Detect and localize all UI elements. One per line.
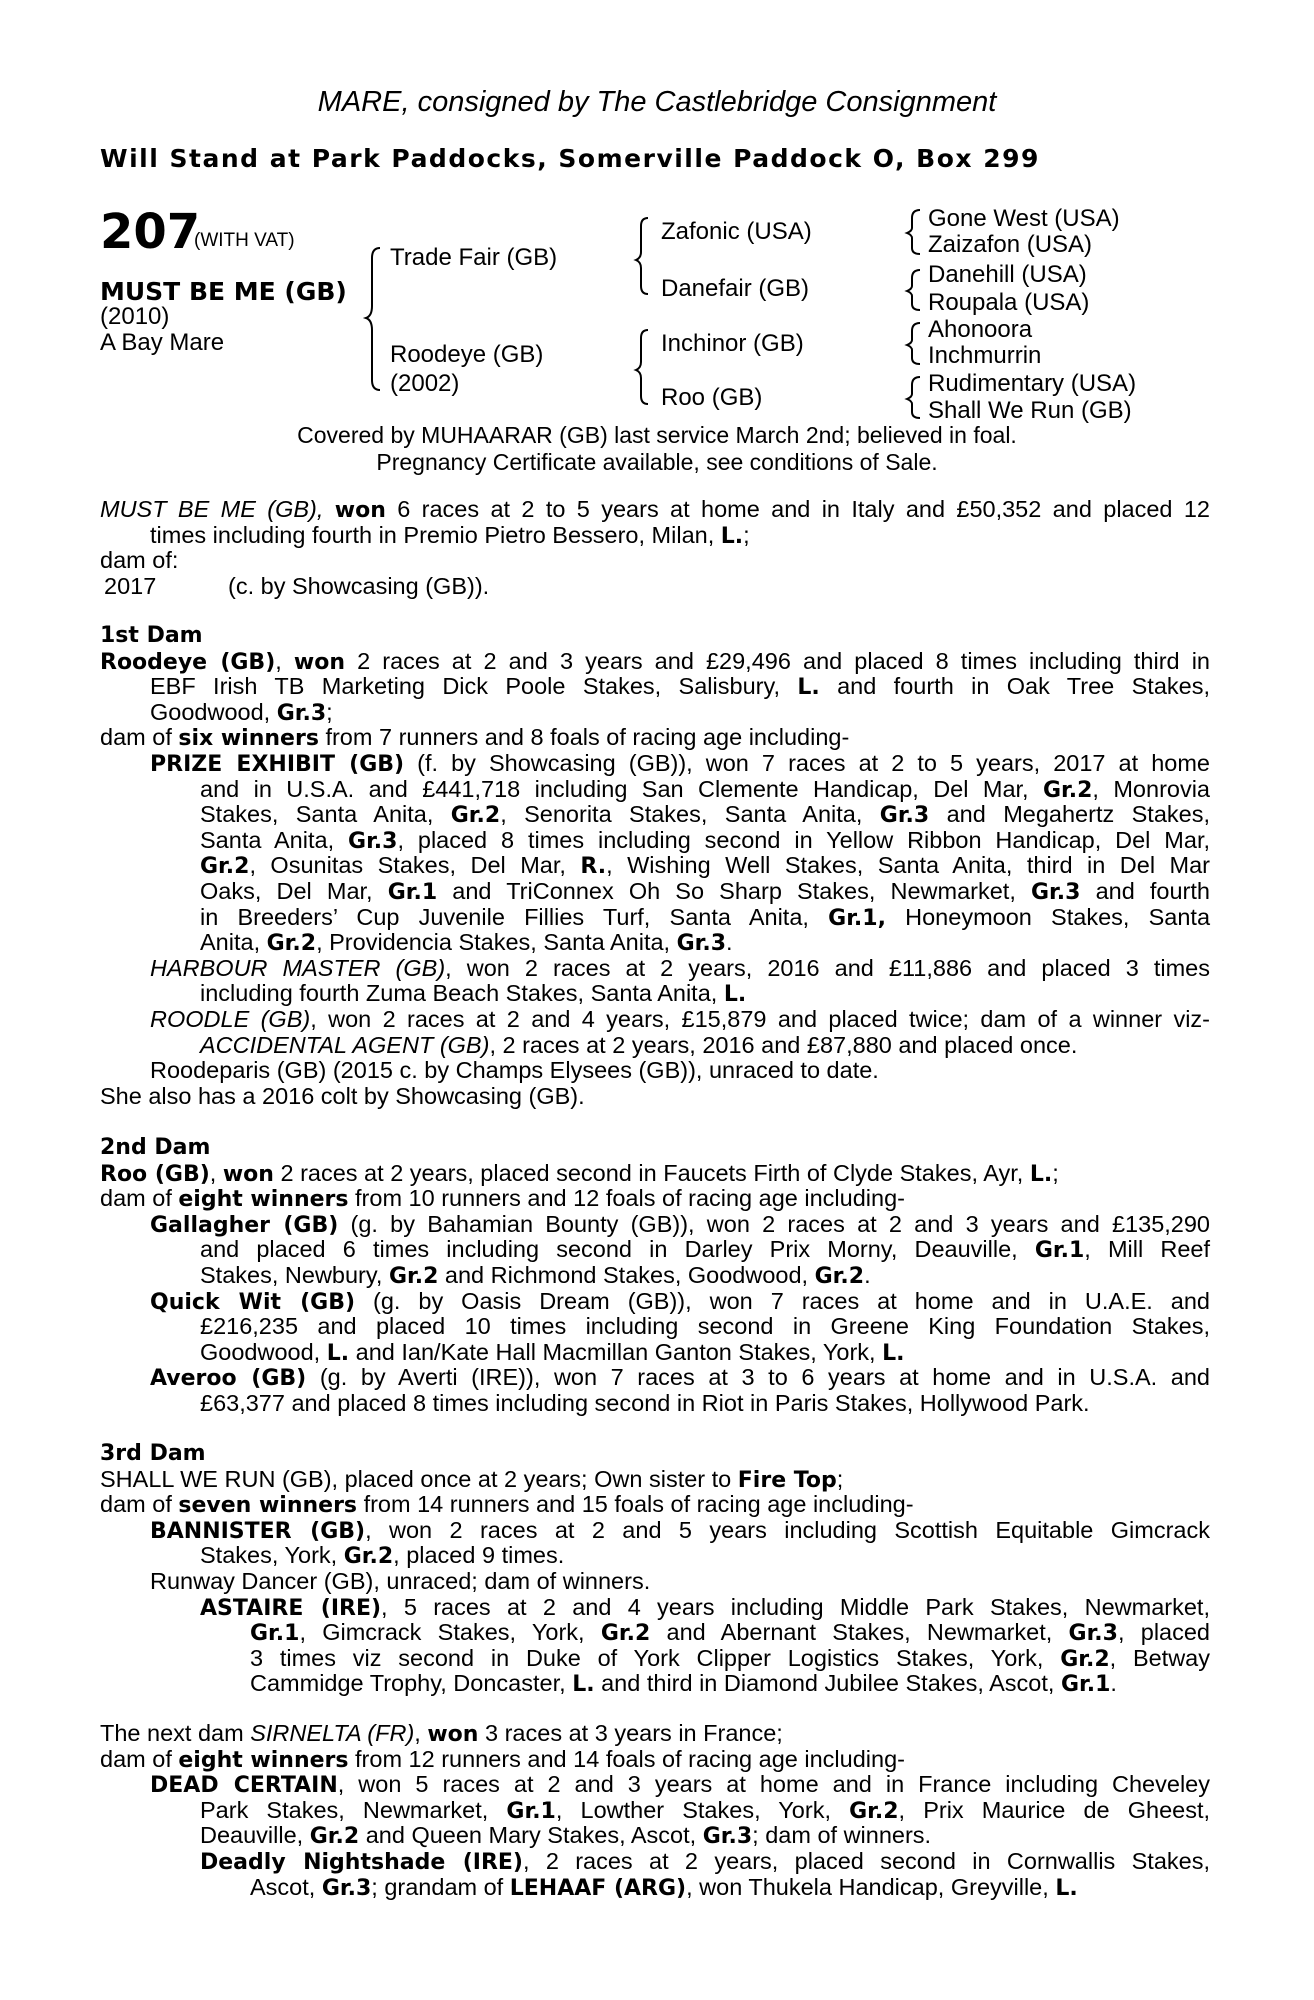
text-run: , won 2 races at 2 and 5 years including Scottish Equitable Gimcrack [365,1516,1210,1543]
text-run: The next dam [100,1720,244,1746]
text-run: Gr.2 [343,1544,394,1570]
text-run: ; grandam of [371,1873,504,1900]
pedigree-dam-year: (2002) [390,370,460,397]
text-line [100,1492,1210,1518]
text-line [200,802,1210,828]
text-run: ; [326,698,333,725]
text-run: and Richmond Stakes, Goodwood, [444,1261,809,1288]
text-run: seven winners [178,1493,358,1519]
text-run: , [414,1720,421,1746]
text-run: (g. by Bahamian Bounty (GB)), won 2 races at 2 and 3 years and £135,290 [350,1210,1210,1237]
text-line [150,1289,1210,1315]
text-run: in Breeders’ Cup Juvenile Fillies Turf, Santa Anita, [200,903,809,930]
text-run: , [209,1159,217,1186]
text-run: eight winners [178,1187,349,1213]
third-dam-block [100,1441,1210,1697]
text-run: and Abernant Stakes, Newmarket, [666,1619,1053,1646]
text-line [100,1340,1210,1366]
text-run: , Monrovia [1092,775,1211,802]
text-run: Gr.1 [387,879,438,905]
pedigree-dam-sire: Inchinor (GB) [661,330,804,357]
covered-note [0,422,1314,476]
text-run: and Queen Mary Stakes, Ascot, [365,1822,697,1849]
text-run: and fourth [1095,877,1210,904]
text-run: Goodwood, [200,1338,321,1365]
text-line [150,1365,1210,1391]
text-run: and Megahertz Stakes, [946,801,1210,828]
text-run: MUST BE ME (GB), [100,496,324,522]
text-line [150,751,1210,777]
text-run: (c. by Showcasing (GB)). [228,572,490,599]
text-line [100,1543,1210,1569]
text-run: L. [720,523,744,549]
text-line [200,1237,1210,1263]
text-run: 6 races at 2 to 5 years at home and in Italy and £50,352 and placed 12 [397,496,1210,522]
text-run: L. [797,675,820,701]
text-run: Gallagher (GB) [150,1212,339,1238]
second-dam-heading: 2nd Dam [100,1135,211,1160]
text-run: (g. by Oasis Dream (GB)), won 7 races at home and in U.A.E. and [373,1287,1210,1314]
pedigree-sd-dam: Roupala (USA) [928,289,1090,316]
consignor-line: MARE, consigned by The Castlebridge Consignment [317,86,997,118]
text-run: dam of [100,1491,172,1518]
text-run: six winners [178,726,319,752]
text-line [200,1798,1210,1824]
text-run: Santa Anita, [200,826,335,853]
covered-line: Covered by MUHAARAR (GB) last service March 2nd; believed in foal. [297,422,1017,448]
text-run: Fire Top [737,1467,837,1493]
text-run: 2 races at 2 and 3 years and £29,496 and placed 8 times including third in [357,647,1210,674]
text-run: , Mill Reef [1084,1236,1210,1263]
text-run: , 2 races at 2 years, 2016 and £87,880 and placed once. [489,1031,1078,1058]
stand-location: Will Stand at Park Paddocks, Somerville Paddock O, Box 299 [100,144,1040,173]
text-line [100,1747,1210,1773]
text-run: , Osunitas Stakes, Del Mar, [249,852,566,879]
text-line [100,649,1210,675]
text-run: SHALL WE RUN (GB), placed once at 2 years; Own sister to [100,1465,732,1492]
text-run: , Wishing Well Stakes, Santa Anita, third in Del Mar [606,852,1210,879]
text-run: PRIZE EXHIBIT (GB) [150,751,405,777]
text-run: L. [1029,1161,1053,1187]
text-line [100,1033,1210,1059]
text-run: Gr.2 [1042,777,1093,803]
text-run: , won 2 races at 2 and 4 years, £15,879 and placed twice; dam of a winner viz- [310,1005,1210,1032]
text-line [200,777,1210,803]
text-run: Gr.2 [849,1798,899,1824]
text-run: Gr.1 [1060,1672,1111,1698]
text-line: £216,235 and placed 10 times including second in Greene King Foundation Stakes, [200,1313,1210,1340]
text-line [100,1875,1210,1901]
text-run: , won 5 races at 2 and 3 years at home and in France including Cheveley [337,1771,1210,1798]
text-run: . [726,929,733,956]
text-run: , Senorita Stakes, Santa Anita, [500,801,863,828]
horse-year: (2010) [100,303,170,330]
text-run: times including fourth in Premio Pietro Bessero, Milan, [150,521,715,548]
text-line: dam of: [100,547,179,574]
text-line: Roodeparis (GB) (2015 c. by Champs Elysees (GB)), unraced to date. [150,1057,879,1084]
text-run: , placed [1117,1619,1210,1646]
text-run: and TriConnex Oh So Sharp Stakes, Newmarket, [452,877,1016,904]
next-dam-block [100,1721,1210,1900]
text-run: (f. by Showcasing (GB)), won 7 races at 2 to 5 years, 2017 at home [417,749,1210,776]
second-dam-block [100,1135,1210,1417]
pedigree-dam-dam: Roo (GB) [661,384,763,411]
pedigree-ds-sire: Ahonoora [928,316,1033,343]
text-run: Gr.3 [676,931,727,957]
text-line [200,1849,1210,1875]
text-run: 3 times viz second in Duke of York Clipper Logistics Stakes, York, [250,1644,1044,1671]
text-run: Roodeye (GB) [100,649,276,675]
text-run: Gr.3 [1031,879,1081,905]
text-run: Stakes, Newbury, [200,1261,383,1288]
text-run: and placed 6 times including second in Darley Prix Morny, Deauville, [200,1236,1018,1263]
text-run: 3 races at 3 years in France; [485,1720,783,1746]
text-run: (g. by Averti (IRE)), won 7 races at 3 to 6 years at home and in U.S.A. and [319,1364,1210,1391]
text-run: Gr.3 [879,803,930,829]
text-run: L. [882,1340,905,1366]
text-run: ; dam of winners. [752,1822,932,1849]
horse-description: A Bay Mare [100,329,225,356]
text-run: and Ian/Kate Hall Macmillan Ganton Stakes, York, [355,1338,876,1365]
text-run: Gr.2 [388,1263,439,1289]
text-run: , won 2 races at 2 years, 2016 and £11,886 and placed 3 times [445,954,1210,981]
pedigree-dam: Roodeye (GB) [390,341,544,368]
text-run: Gr.1 [1034,1238,1085,1264]
text-run: won [222,1161,274,1187]
text-run: Oaks, Del Mar, [200,877,373,904]
text-line [100,523,1210,549]
text-run: dam of [100,1745,172,1772]
text-run: won [293,649,345,675]
text-run: , Lowther Stakes, York, [555,1796,831,1823]
text-run: , [275,647,282,674]
text-run: , Betway [1109,1644,1211,1671]
text-line [100,1671,1210,1697]
pedigree-ss-dam: Zaizafon (USA) [928,231,1093,258]
text-run: eight winners [178,1747,349,1773]
text-run: , 5 races at 2 and 4 years including Middle Park Stakes, Newmarket, [381,1593,1210,1620]
text-run: Ascot, [250,1873,316,1900]
text-run: including fourth Zuma Beach Stakes, Santa Anita, [200,980,718,1007]
text-line [100,1263,1210,1289]
text-run: DEAD CERTAIN [150,1773,338,1799]
pedigree-ss-sire: Gone West (USA) [928,205,1120,232]
pedigree-sd-sire: Danehill (USA) [928,261,1087,288]
text-run: Gr.2 [309,1824,360,1850]
text-run: Cammidge Trophy, Doncaster, [250,1670,566,1697]
text-line: £63,377 and placed 8 times including second in Riot in Paris Stakes, Hollywood Park. [200,1389,1090,1416]
text-run: Stakes, York, [200,1542,338,1569]
intro-block [100,497,1210,599]
text-run: , placed 8 times including second in Yellow Ribbon Handicap, Del Mar, [397,826,1210,853]
vat-note: (WITH VAT) [194,230,295,251]
text-run: , placed 9 times. [393,1542,565,1569]
text-run: Gr.3 [321,1875,372,1901]
text-line [100,700,1210,726]
text-line [150,1007,1210,1033]
text-run: Anita, [200,929,261,956]
pedigree-ds-dam: Inchmurrin [928,342,1042,369]
text-run: L. [326,1340,350,1366]
text-line [200,853,1210,879]
text-run: LEHAAF (ARG) [509,1875,687,1901]
text-run: . [1110,1670,1117,1697]
text-run: Quick Wit (GB) [150,1289,356,1315]
lot-number: 207 [100,204,201,260]
text-run: ROODLE (GB) [150,1005,311,1032]
text-run: Gr.3 [1068,1621,1118,1647]
text-run: ; [1052,1159,1059,1186]
text-line [100,574,1210,600]
text-line [150,674,1210,700]
text-run: Gr.3 [348,828,398,854]
text-run: BANNISTER (GB) [150,1518,366,1544]
text-run: L. [723,982,747,1008]
text-line [100,725,1210,751]
text-run: Gr.1 [506,1798,556,1824]
text-line [100,1467,1210,1493]
text-line [250,1620,1210,1646]
text-run: HARBOUR MASTER (GB) [150,954,446,981]
text-run: Deauville, [200,1822,304,1849]
text-line [200,879,1210,905]
text-run: Honeymoon Stakes, Santa [905,903,1211,930]
text-run: Park Stakes, Newmarket, [200,1796,489,1823]
pedigree-sire: Trade Fair (GB) [390,244,558,271]
text-run: Stakes, Santa Anita, [200,801,434,828]
text-run: ; [743,521,750,548]
text-line [250,1646,1210,1672]
text-run: Gr.1, [828,905,886,931]
text-run: from 12 runners and 14 foals of racing age including- [355,1745,905,1772]
text-line [150,956,1210,982]
text-run: Gr.2 [200,854,250,880]
text-run: from 7 runners and 8 foals of racing age including- [325,724,850,751]
text-run: won [334,498,386,523]
horse-name: MUST BE ME (GB) [100,277,347,306]
text-run: ASTAIRE (IRE) [200,1595,382,1621]
text-run: Gr.3 [702,1824,753,1850]
text-run: , Gimcrack Stakes, York, [299,1619,585,1646]
text-line [150,1212,1210,1238]
pedigree-dd-sire: Rudimentary (USA) [928,370,1137,397]
text-line [150,1772,1210,1798]
text-run: Gr.3 [276,700,327,726]
pedigree-sire-dam: Danefair (GB) [661,275,810,302]
text-line [200,828,1210,854]
text-run: SIRNELTA (FR) [250,1720,415,1746]
text-line: She also has a 2016 colt by Showcasing (GB). [100,1082,585,1109]
text-run: Deadly Nightshade (IRE) [200,1849,523,1875]
first-dam-heading: 1st Dam [100,623,203,648]
text-line [200,1595,1210,1621]
text-run: from 14 runners and 15 foals of racing age including- [363,1491,914,1518]
text-run: , Providencia Stakes, Santa Anita, [316,929,671,956]
text-run: Averoo (GB) [150,1366,307,1392]
text-line [150,1518,1210,1544]
text-run: Goodwood, [150,698,271,725]
text-line [100,1823,1210,1849]
text-line [200,905,1210,931]
text-run: Gr.1 [250,1621,300,1647]
text-line [100,1721,1210,1747]
third-dam-heading: 3rd Dam [100,1441,206,1466]
text-line [100,1161,1210,1187]
text-run: , Prix Maurice de Gheest, [898,1796,1211,1823]
text-line [100,1186,1210,1212]
text-run: Gr.2 [266,931,317,957]
text-run: , won Thukela Handicap, Greyville, [686,1873,1049,1900]
text-run: . [864,1261,871,1288]
text-run: , 2 races at 2 years, placed second in Cornwallis Stakes, [522,1847,1210,1874]
text-run: Gr.2 [450,803,501,829]
text-line [100,930,1210,956]
pregnancy-line: Pregnancy Certificate available, see conditions of Sale. [376,449,938,475]
text-run: won [427,1722,479,1747]
text-run: Gr.2 [1060,1646,1110,1672]
text-run: L. [572,1672,595,1698]
text-run: EBF Irish TB Marketing Dick Poole Stakes, Salisbury, [150,673,780,700]
text-run: L. [1055,1875,1078,1901]
text-run: R. [580,854,607,880]
pedigree-dd-dam: Shall We Run (GB) [928,397,1132,424]
text-run: ACCIDENTAL AGENT (GB) [200,1031,490,1058]
pedigree-sire-sire: Zafonic (USA) [661,218,812,245]
text-line: Runway Dancer (GB), unraced; dam of winners. [150,1567,651,1594]
text-line [100,497,1210,523]
text-run: and third in Diamond Jubilee Stakes, Ascot, [601,1670,1055,1697]
text-run: 2 races at 2 years, placed second in Faucets Firth of Clyde Stakes, Ayr, [280,1159,1024,1186]
text-run: and in U.S.A. and £441,718 including San Clemente Handicap, Del Mar, [200,775,1029,802]
text-run: dam of [100,724,172,751]
text-run: 2017 [104,572,157,599]
text-run: Gr.2 [814,1263,865,1289]
text-run: ; [836,1465,844,1492]
text-run: from 10 runners and 12 foals of racing age including- [355,1185,905,1212]
text-run: Roo (GB) [100,1161,210,1187]
text-run: Gr.2 [600,1621,651,1647]
text-run: and fourth in Oak Tree Stakes, [837,673,1210,700]
first-dam-block [100,623,1210,1109]
text-line [100,981,1210,1007]
text-run: dam of [100,1185,172,1212]
